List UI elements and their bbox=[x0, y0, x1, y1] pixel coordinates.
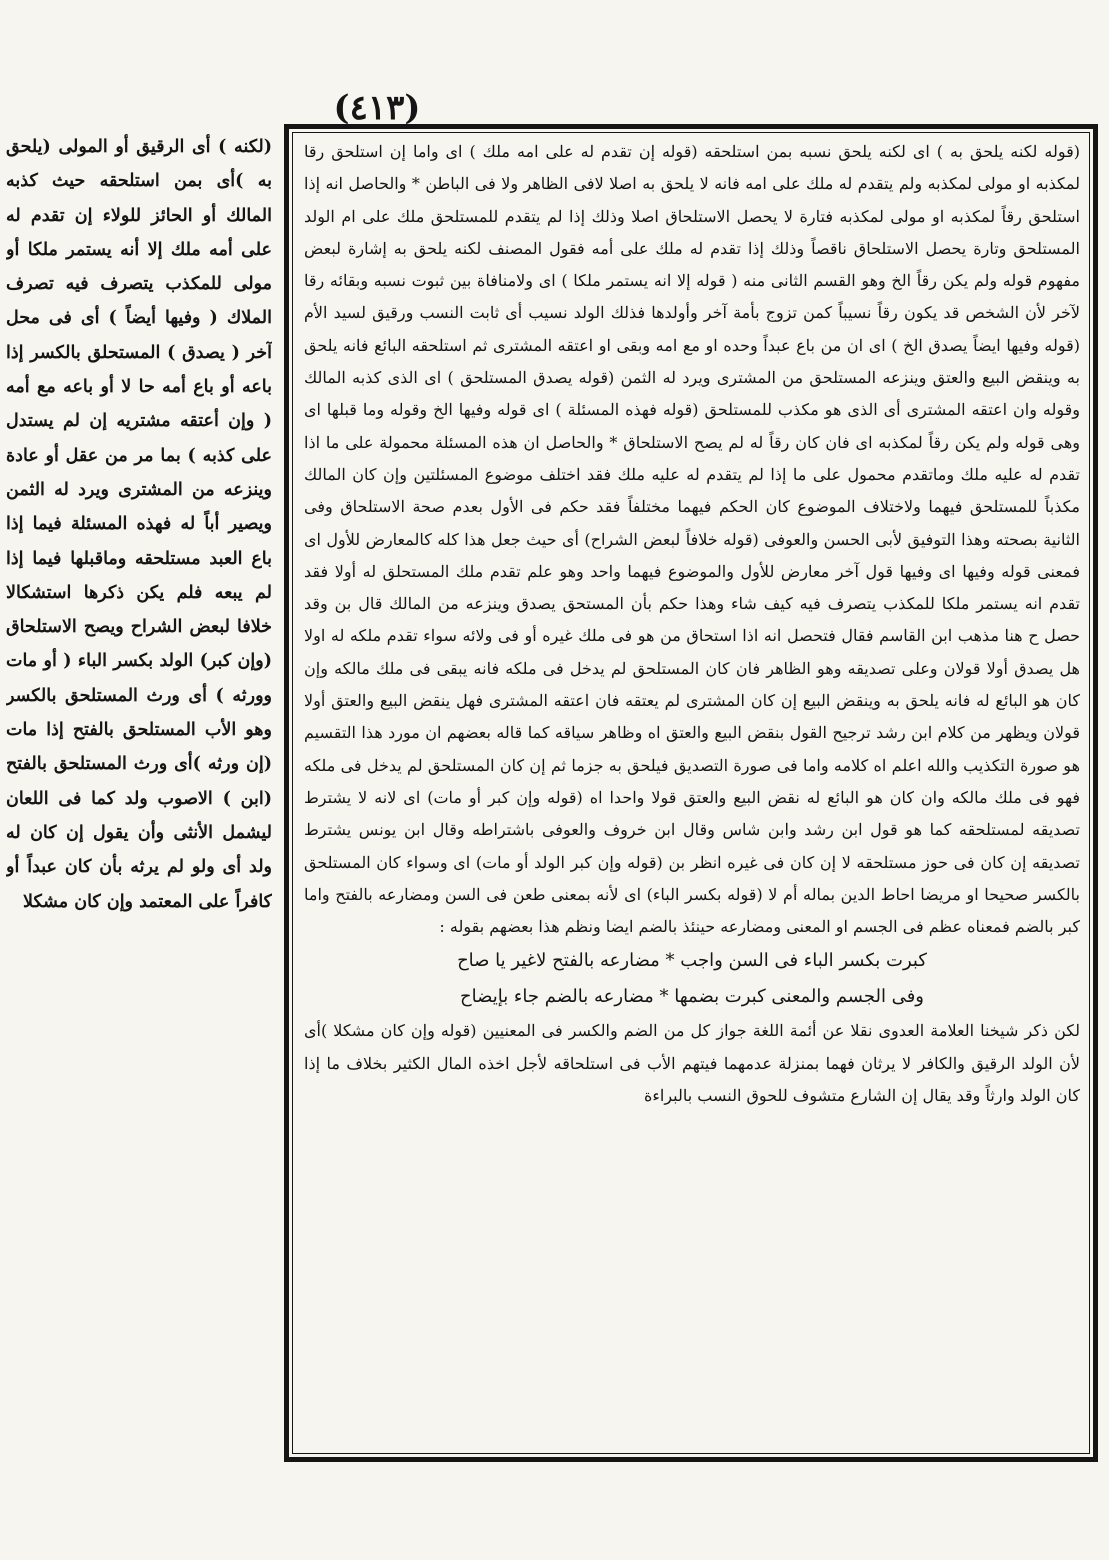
page-number: (٤١٣) bbox=[333, 88, 421, 128]
side-matn-column bbox=[6, 130, 272, 1430]
side-matn-text: (لكنه ) أى الرقيق أو المولى (يلحق به )أى بمن استلحقه حيث كذبه المالك أو الحائز للولاء إن تقدم له على أمه ملك إلا أنه يستمر ملكا أو مولى للمكذب يتصرف فيه تصرف الملاك ( وفيها أيضاً ) أى فى محل آخر ( يصدق ) المستحلق بالكسر إذا باعه أو باع أمه حا لا أو باعه مع أمه ( وإن أعتقه مشتريه إن لم يستدل على كذبه ) بما مر من عقل أو عادة وينزعه من المشترى ويرد له الثمن ويصير أباً له فهذه المسئلة فيما إذا باع العبد مستلحقه وماقبلها فيما إذا لم يبعه فلم يكن ذكرها استشكالا خلافا لبعض الشراح ويصح الاستلحاق (وإن كبر) الولد بكسر الباء ( أو مات وورثه ) أى ورث المستلحق بالكسر وهو الأب المستلحق بالفتح إذا مات (إن ورثه )أى ورث المستلحق بالفتح (ابن ) الاصوب ولد كما فى اللعان ليشمل الأنثى وأن يقول إن كان له ولد أى ولو لم يرثه بأن كان عبداً أو كافراً على المعتمد وإن كان مشكلا bbox=[6, 137, 272, 912]
main-paragraph: (قوله لكنه يلحق به ) اى لكنه يلحق نسبه بمن استلحقه (قوله إن تقدم له على امه ملك ) اى واما إن استلحق رقا لمكذبه او مولى لمكذبه ولم يتقدم له ملك على امه فانه لا يلحق به اصلا لافى الظاهر ولا فى الباطن * والحاصل انه إذا استلحق رقاً لمكذبه او مولى لمكذبه فتارة لا يحصل الاستلحاق اصلا وذلك إذا لم يتقدم للمستلحق ملك على ام الولد المستلحق وتارة يحصل الاستلحاق ناقصاً وذلك إذا تقدم له ملك على أمه فقول المصنف لكنه يلحق به إشارة لبعض مفهوم قوله ولم يكن رقاً الخ وهو القسم الثانى منه ( قوله إلا انه يستمر ملكا ) اى ولامنافاة بين ثبوت نسبه وبقائه رقا لآخر لأن الشخص قد يكون رقاً نسيباً كمن تزوج بأمة آخر وأولدها فذلك الولد نسيب أى ثابت النسب ورقيق لسيد الأم (قوله وفيها ايضاً يصدق الخ ) اى ان من باع عبداً وحده او مع امه وبقى او اعتقه المشترى ثم استلحقه البائع فانه يلحق به وينقض البيع والعتق وينزعه المستلحق من المشترى ويرد له الثمن (قوله يصدق المستلحق ) اى الذى كذبه المالك وقوله وان اعتقه المشترى أى الذى هو مكذب للمستلحق (قوله فهذه المسئلة ) اى قوله وفيها الخ وقوله وما قبلها اى وهى قوله ولم يكن رقاً لمكذبه اى فان كان رقاً له لم يصح الاستلحاق * والحاصل ان هذه المسئلة محمولة على ما اذا تقدم له عليه ملك وماتقدم محمول على ما إذا لم يتقدم له عليه ملك فقد اختلف موضوع المسئلتين وإن كان المالك مكذباً للمستلحق فيهما ولاختلاف الموضوع كان الحكم فيهما مختلفاً فقد حكم فى الأول بعدم صحة الاستلحاق وفى الثانية بصحته وهذا التوفيق لأبى الحسن والعوفى (قوله خلافاً لبعض الشراح) أى حيث جعل هذا كله كالمعارض للأول اى فمعنى قوله وفيها اى وفيها قول آخر معارض للأول والموضوع فيهما واحد وهو علم تقدم ملك المستحلق له أولا فقد تقدم انه يستمر ملكا للمكذب يتصرف فيه كيف شاء وهذا حكم بأن المستحق يصدق وينزعه من المالك قال بن وقد حصل ح هنا مذهب ابن القاسم فقال فتحصل انه اذا استحاق من هو فى ملك غيره أو فى ولائه سواء تقدم ملكه له اولا هل يصدق أولا قولان وعلى تصديقه وهو الظاهر فان كان المستلحق لم يدخل فى ملكه فانه يبقى فى ملك مالكه وإن كان هو البائع له فانه يلحق به وينقض البيع إن كان المشترى لم يعتقه فان اعتقه المشترى فهل ينقض البيع والعتق أولا قولان ويظهر من كلام ابن رشد ترجيح القول بنقض البيع والعتق اه وظاهر سياقه كما قاله بعضهم ان مورد هذا التقسيم هو صورة التكذيب والله اعلم اه كلامه واما فى صورة التصديق فيلحق به جزما ثم إن كان المستلحق لم يدخل فى ملكه فهو فى ملك مالكه وان كان هو البائع له نقض البيع والعتق قولا واحدا اه (قوله وإن كبر أو مات) اى لانه لا يشترط تصديقه لمستلحقه كما هو قول ابن رشد وابن شاس وقال ابن خروف والعوفى باشتراطه وقال ابن يونس يشترط تصديقه إن كان فى حوز مستلحقه لا إن كان فى غيره انظر بن (قوله وإن كبر الولد أو مات) اى وسواء كان المستلحق بالكسر صحيحا او مريضا احاط الدين بماله أم لا (قوله بكسر الباء) اى لأنه بمعنى طعن فى السن ومضارعه بالفتح واما كبر بالضم فمعناه عظم فى الجسم او المعنى ومضارعه حينئذ بالضم ايضا ونظم هذا بعضهم بقوله : bbox=[304, 142, 1080, 937]
main-paragraph: لكن ذكر شيخنا العلامة العدوى نقلا عن أئمة اللغة جواز كل من الضم والكسر فى المعنيين (قوله وإن كان مشكلا )أى لأن الولد الرقيق والكافر لا يرثان فهما بمنزلة عدمهما فيتهم الأب فى استلحاقه لأجل اخذه المال الكثير بخلاف ما إذا كان الولد وارثاً وقد يقال إن الشارع متشوف للحوق النسب بالبراءة bbox=[304, 1021, 1080, 1106]
main-commentary bbox=[304, 136, 1080, 1446]
poem-verse: كبرت بكسر الباء فى السن واجب * مضارعه بالفتح لاغير يا صاح bbox=[457, 950, 927, 972]
poem-verse: وفى الجسم والمعنى كبرت بضمها * مضارعه بالضم جاء بإيضاح bbox=[459, 986, 924, 1008]
